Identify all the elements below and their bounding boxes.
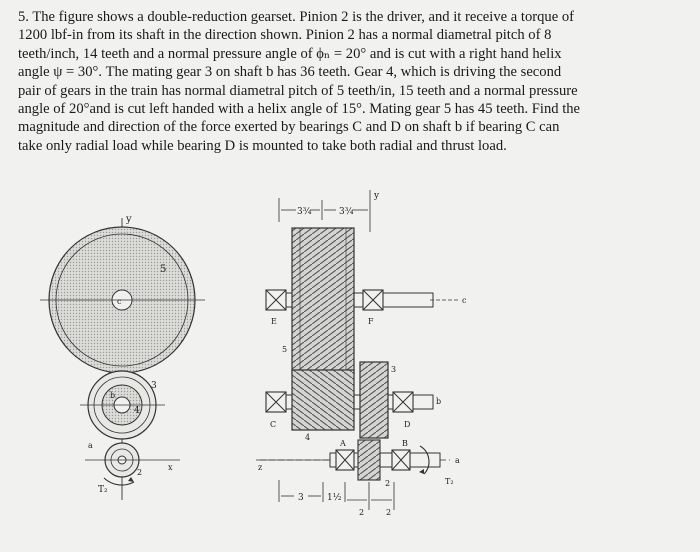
right-axis-c: c [462,296,467,305]
dim-bottom-3: 3 [298,493,304,503]
gear-4-side [292,370,354,430]
right-gear4-label: 4 [305,433,311,442]
gearset-figure [0,180,700,552]
gear-5-side [292,228,354,374]
right-axis-y: y [374,191,380,201]
problem-line: angle of 20°and is cut left handed with a helix angle of 15°. Mating gear 5 has 45 teeth. Find the [18,101,581,118]
problem-line: teeth/inch, 14 teeth and a normal pressure angle of ϕₙ = 20° and is cut with a right hand helix [18,45,562,62]
left-axis-x: x [168,463,173,472]
dim-bottom-1-half: 1½ [327,493,342,503]
dim-top-right: 3¾ [339,207,354,217]
problem-statement [18,8,688,155]
dim-bottom-2a: 2 [359,508,365,517]
label-bearing-D: D [404,420,411,429]
problem-line: take only radial load while bearing D is mounted to take both radial and thrust load. [18,137,507,154]
right-gear2-label: 2 [385,479,391,488]
dim-top-left: 3¾ [297,207,312,217]
problem-line: 1200 lbf-in from its shaft in the direction shown. Pinion 2 has a normal diametral pitch of 8 [18,27,552,44]
right-shaft-a: a [455,456,460,465]
problem-line: magnitude and direction of the force exerted by bearings C and D on shaft b if bearing C can [18,119,560,136]
problem-line: angle ψ = 30°. The mating gear 3 on shaft b has 36 teeth. Gear 4, which is driving the second [18,64,562,81]
left-gear4-label: 4 [134,406,140,416]
problem-line: 5. The figure shows a double-reduction gearset. Pinion 2 is the driver, and it receive a torque of [18,9,574,25]
left-gear2-label: 2 [137,468,143,477]
gear-2-side [358,440,380,480]
dim-bottom-2b: 2 [386,508,392,517]
label-bearing-C: C [270,420,277,429]
left-shaft-a: a [88,441,93,450]
left-axis-y: y [126,214,132,225]
label-bearing-F: F [368,317,374,326]
label-bearing-E: E [271,317,277,326]
left-gear5-label: 5 [160,264,167,275]
left-gear3-label: 3 [151,381,157,391]
right-axis-z: z [258,463,263,472]
label-bearing-B: B [402,439,408,448]
left-view [40,214,205,500]
right-gear3-label: 3 [391,365,397,374]
right-shaft-b: b [436,397,442,406]
left-torque: T₂ [98,485,108,495]
left-shaft-b: b [110,391,116,400]
right-gear5-label: 5 [282,345,288,354]
left-center-c: c [117,297,122,306]
right-torque: T₂ [445,477,454,486]
gear-3-side [360,362,388,438]
right-view [256,190,467,517]
label-bearing-A: A [340,439,346,448]
problem-line: pair of gears in the train has normal diametral pitch of 5 teeth/in, 15 teeth and a normal pressure [18,82,578,99]
